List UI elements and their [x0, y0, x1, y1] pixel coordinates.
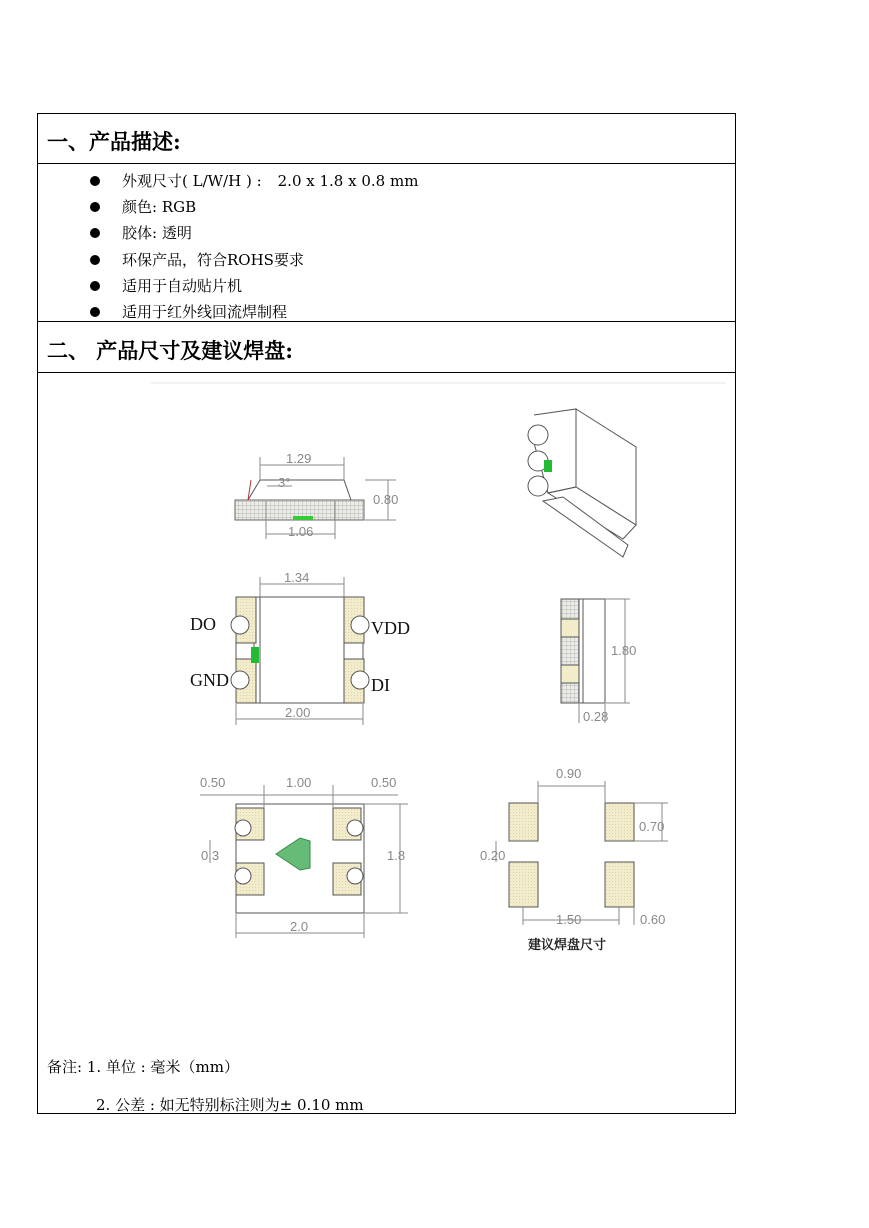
note-unit: 备注: 1. 单位 : 毫米（mm）: [47, 1058, 239, 1076]
section-1-header: [38, 114, 735, 164]
dim-bottom-width: 2.0: [290, 919, 309, 934]
dim-top-view-width: 1.34: [284, 570, 310, 585]
bullet-icon: [90, 255, 100, 265]
dim-center: 1.00: [286, 775, 312, 790]
dimension-drawing: [38, 373, 735, 1113]
dim-end-height: 1.80: [611, 643, 637, 658]
dim-left-pad: 0.50: [200, 775, 226, 790]
bullet-icon: [90, 176, 100, 186]
list-item: 颜色: RGB: [90, 194, 418, 220]
dim-angle: 3°: [278, 475, 291, 490]
bullet-icon: [90, 228, 100, 238]
pin-label-vdd: VDD: [371, 618, 410, 638]
dim-bottom-height: 1.8: [387, 848, 406, 863]
list-item: 适用于自动贴片机: [90, 273, 418, 299]
dim-gap: 0.3: [201, 848, 220, 863]
section-2-title: 二、 产品尺寸及建议焊盘:: [47, 338, 294, 363]
list-item: 外观尺寸( L/W/H ) : 2.0 x 1.8 x 0.8 mm: [90, 168, 418, 194]
section-1-title: 一、产品描述:: [47, 129, 181, 154]
dim-height: 0.80: [373, 492, 399, 507]
dim-top-width: 1.29: [286, 451, 312, 466]
dim-top-view-length: 2.00: [285, 705, 311, 720]
top-view: [231, 577, 369, 725]
dimension-drawing-area: [38, 373, 735, 1113]
bottom-view: [200, 785, 408, 938]
dim-pad-width: 0.60: [640, 912, 666, 927]
feature-list: [90, 168, 418, 325]
list-item: 胶体: 透明: [90, 220, 418, 246]
bullet-icon: [90, 307, 100, 317]
spec-table: [37, 113, 736, 1114]
bullet-icon: [90, 202, 100, 212]
perspective-view: [528, 409, 636, 557]
pin-label-di: DI: [371, 675, 390, 695]
land-pattern-caption: 建议焊盘尺寸: [528, 938, 607, 953]
bullet-icon: [90, 281, 100, 291]
pin-label-gnd: GND: [190, 670, 229, 690]
end-view: [561, 599, 630, 723]
land-pattern: [496, 781, 668, 925]
dim-pad-gap: 0.20: [480, 848, 506, 863]
list-item: 适用于红外线回流焊制程: [90, 299, 418, 325]
dim-right-pad: 0.50: [371, 775, 397, 790]
dim-pad-span: 1.50: [556, 912, 582, 927]
note-tolerance: 2. 公差 : 如无特别标注则为± 0.10 mm: [96, 1096, 364, 1114]
side-view: [235, 457, 399, 539]
product-description: [38, 164, 735, 322]
section-2-header: [38, 322, 735, 373]
list-item: 环保产品，符合ROHS要求: [90, 247, 418, 273]
dim-pad-height: 0.70: [639, 819, 665, 834]
dim-bottom-width: 1.06: [288, 524, 314, 539]
dim-pad-spacing: 0.90: [556, 766, 582, 781]
dim-end-width: 0.28: [583, 709, 609, 724]
pin-label-do: DO: [190, 614, 216, 634]
